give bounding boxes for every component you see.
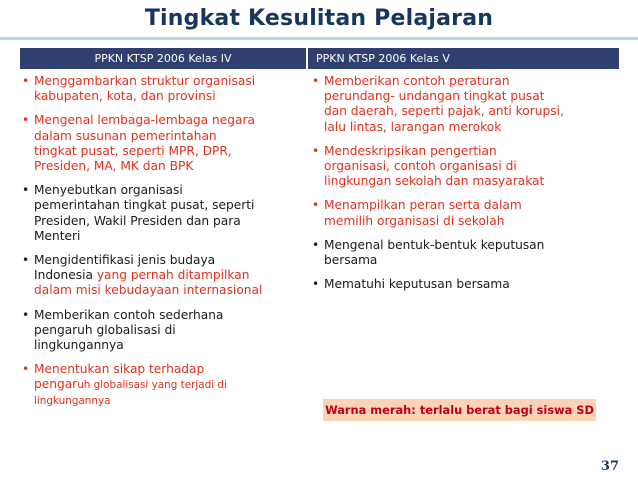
list-item (22, 362, 312, 409)
item-line: Menyebutkan organisasi (34, 183, 183, 198)
bullet: • (22, 113, 30, 128)
item-line: Mematuhi keputusan bersama (324, 277, 510, 292)
title-divider (0, 37, 638, 40)
item-line: lingkungannya (34, 338, 124, 353)
list-item (312, 144, 624, 190)
item-line: dalam susunan pemerintahan (34, 128, 217, 143)
bullet: • (22, 253, 30, 268)
item-line: bersama (324, 253, 378, 268)
list-item (312, 74, 624, 135)
header-kelas-v: PPKN KTSP 2006 Kelas V (308, 48, 619, 69)
list-item (312, 238, 624, 268)
item-line: lingkungan sekolah dan masyarakat (324, 174, 545, 189)
list-item (312, 198, 624, 228)
legend-note: Warna merah: terlalu berat bagi siswa SD (323, 399, 596, 421)
item-line: Memberikan contoh peraturan (324, 74, 510, 88)
list-item (22, 183, 312, 244)
bullet: • (312, 143, 320, 158)
item-text-red: yang pernah ditampilkan (96, 268, 250, 283)
column-kelas-iv (22, 74, 312, 418)
table-header (20, 48, 619, 69)
item-text: Indonesia (34, 268, 97, 283)
item-line: Mengenal lembaga-lembaga negara (34, 113, 255, 128)
page-number: 37 (600, 459, 619, 474)
item-line: Mengidentifikasi jenis budaya (34, 253, 216, 268)
list-item (22, 308, 312, 354)
bullet: • (312, 74, 320, 88)
item-line: kabupaten, kota, dan provinsi (34, 89, 216, 104)
bullet: • (312, 237, 320, 252)
list-item (22, 74, 312, 104)
item-line: Menentukan sikap terhadap (34, 362, 205, 377)
bullet: • (312, 198, 320, 213)
item-line: Menteri (34, 228, 81, 243)
list-item (312, 277, 624, 292)
item-line: Memberikan contoh sederhana (34, 307, 224, 322)
header-kelas-iv: PPKN KTSP 2006 Kelas IV (20, 48, 308, 69)
item-line: Menggambarkan struktur organisasi (34, 74, 256, 88)
item-line: pemerintahan tingkat pusat, seperti (34, 198, 255, 213)
item-line: memilih organisasi di sekolah (324, 213, 505, 228)
bullet: • (22, 307, 30, 322)
item-line: lalu lintas, larangan merokok (324, 119, 502, 134)
item-line: Menampilkan peran serta dalam (324, 198, 522, 213)
item-line (34, 377, 312, 393)
column-kelas-v (312, 74, 624, 301)
item-line: dan daerah, seperti pajak, anti korupsi, (324, 104, 564, 119)
bullet: • (312, 277, 320, 292)
item-line: perundang- undangan tingkat pusat (324, 89, 545, 104)
item-line: dalam misi kebudayaan internasional (34, 283, 263, 298)
item-text-small: uh globalisasi yang terjadi di (77, 379, 227, 392)
item-line: lingkungannya (34, 394, 111, 407)
item-line: Mengenal bentuk-bentuk keputusan (324, 237, 545, 252)
bullet: • (22, 183, 30, 198)
item-line: organisasi, contoh organisasi di (324, 159, 517, 174)
item-line: Presiden, Wakil Presiden dan para (34, 213, 241, 228)
page-title: Tingkat Kesulitan Pelajaran (144, 6, 494, 31)
item-line: pengaruh globalisasi di (34, 322, 176, 337)
bullet: • (22, 74, 30, 88)
list-item (22, 113, 312, 174)
item-line: tingkat pusat, seperti MPR, DPR, (34, 143, 232, 158)
item-line (34, 268, 312, 283)
bullet: • (22, 362, 30, 377)
item-line: Presiden, MA, MK dan BPK (34, 159, 194, 174)
item-text: pengar (34, 377, 78, 392)
list-item (22, 253, 312, 299)
item-line: Mendeskripsikan pengertian (324, 143, 497, 158)
